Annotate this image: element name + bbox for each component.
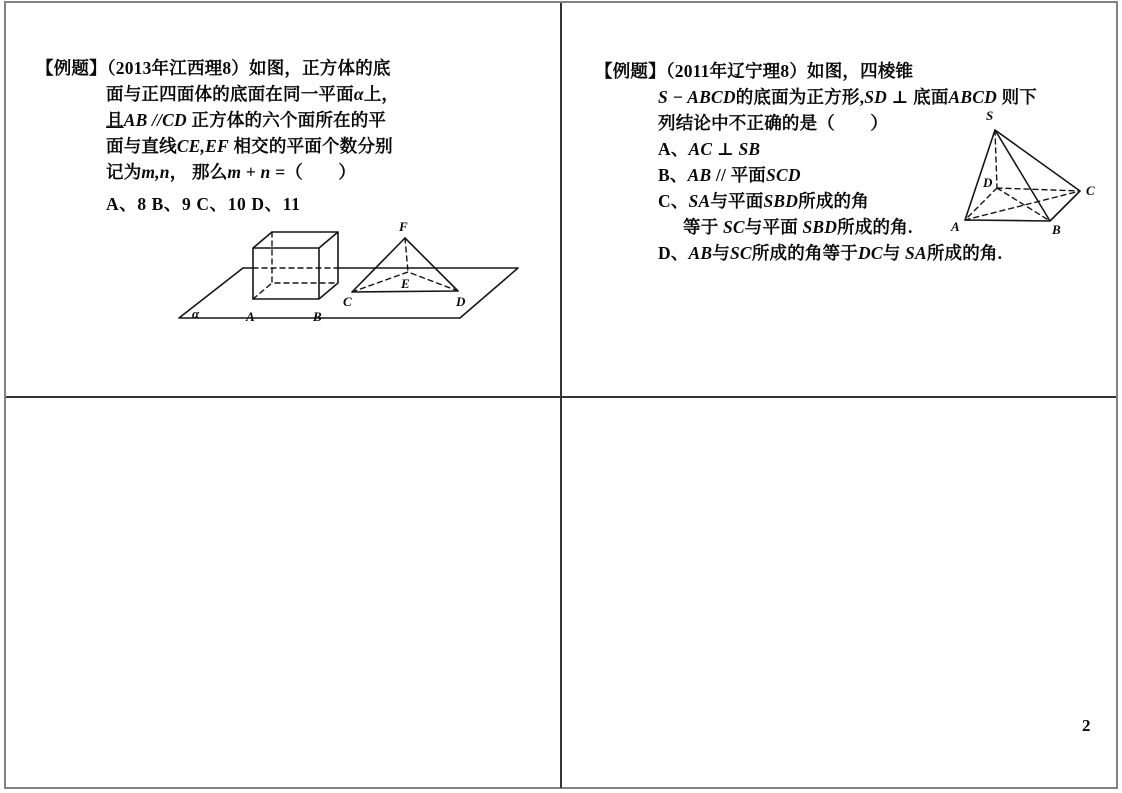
text-segment: 所成的角. — [837, 217, 913, 237]
text-segment: 【例题】（2013年江西理8）如图，正方体的底 — [36, 58, 391, 78]
math-segment: ABCD — [948, 87, 997, 107]
vertex-a-label: A — [951, 219, 960, 234]
text-segment: // 平面 — [711, 165, 767, 185]
horizontal-divider — [6, 396, 1116, 398]
math-segment: m,n — [141, 162, 170, 182]
math-segment: CE,EF — [176, 136, 229, 156]
text-segment: 【例题】（2011年辽宁理8）如图，四棱锥 — [595, 61, 914, 81]
text-segment: 与平面 — [744, 217, 803, 237]
vertex-f-label: F — [399, 219, 408, 234]
plane-alpha-label: α — [192, 306, 200, 321]
text-segment: 面与正四面体的底面在同一平面 — [106, 84, 354, 104]
plane-outline — [179, 268, 518, 318]
problem-2-line-1 — [595, 58, 1037, 84]
problem-1-line-2 — [106, 81, 399, 107]
problem-1-line-5 — [106, 159, 399, 185]
vertex-d-label: D — [983, 175, 993, 190]
text-segment: 与平面 — [710, 191, 764, 211]
text-segment: 面与直线 — [106, 136, 177, 156]
option-label: C、 — [658, 191, 689, 211]
text-segment: 所成的角等于 — [751, 243, 859, 263]
cube-tetrahedron-figure — [172, 218, 532, 328]
text-segment: 记为 — [106, 162, 142, 182]
option-label: D、 — [658, 243, 689, 263]
problem-1-line-4 — [106, 133, 399, 159]
math-segment: SA — [905, 243, 927, 263]
vertex-c-label: C — [343, 294, 352, 309]
vertex-c-label: C — [1086, 183, 1095, 198]
text-segment: 相交的平面个数分别 — [228, 136, 393, 156]
text-segment: 且 — [106, 110, 124, 130]
option-label: B、 — [658, 165, 688, 185]
math-segment: m + n = — [227, 162, 286, 182]
vertex-b-label: B — [313, 309, 322, 324]
problem-1 — [36, 55, 399, 217]
math-segment: AC ⊥ SB — [688, 139, 761, 159]
text-segment: 等于 — [683, 217, 723, 237]
text-segment: 与 — [712, 243, 730, 263]
text-segment: 正方体的六个面所在的平 — [186, 110, 387, 130]
vertex-e-label: E — [401, 276, 410, 291]
text-segment: ⊥ 底面 — [886, 87, 949, 107]
text-segment: 所成的角. — [926, 243, 1003, 263]
math-segment: SC — [722, 217, 745, 237]
pyramid-figure — [943, 104, 1115, 236]
math-segment: SBD — [802, 217, 838, 237]
math-segment: DC — [858, 243, 883, 263]
text-segment: 所成的角 — [798, 191, 869, 211]
math-segment: α — [353, 84, 364, 104]
problem-1-line-1 — [36, 55, 399, 81]
text-segment: ， 那么 — [169, 162, 228, 182]
math-segment: S − ABCD — [658, 87, 736, 107]
option-label: A、 — [658, 139, 689, 159]
vertex-b-label: B — [1052, 222, 1061, 236]
math-segment: SA — [688, 191, 711, 211]
math-segment: SD — [864, 87, 887, 107]
text-segment: 的底面为正方形, — [735, 87, 865, 107]
text-segment: A、8 B、9 C、10 D、11 — [106, 194, 301, 214]
text-segment: 则下 — [997, 87, 1037, 107]
cube-solid-edges — [253, 232, 338, 299]
math-segment: SCD — [766, 165, 801, 185]
text-segment: 与 — [882, 243, 906, 263]
vertex-d-label: D — [456, 294, 466, 309]
math-segment: SBD — [763, 191, 799, 211]
problem-1-line-3 — [106, 107, 399, 133]
text-segment: 上， — [363, 84, 400, 104]
text-segment: （ ） — [285, 162, 357, 182]
vertex-s-label: S — [986, 108, 994, 123]
math-segment: AB — [688, 243, 713, 263]
problem-2-option-d — [658, 240, 1037, 266]
text-segment: 列结论中不正确的是（ ） — [658, 113, 889, 133]
problem-1-answer-options — [106, 191, 399, 217]
vertex-a-label: A — [246, 309, 255, 324]
math-segment: AB — [687, 165, 712, 185]
math-segment: AB //CD — [123, 110, 187, 130]
math-segment: SC — [730, 243, 752, 263]
page-number: 2 — [1082, 716, 1091, 735]
